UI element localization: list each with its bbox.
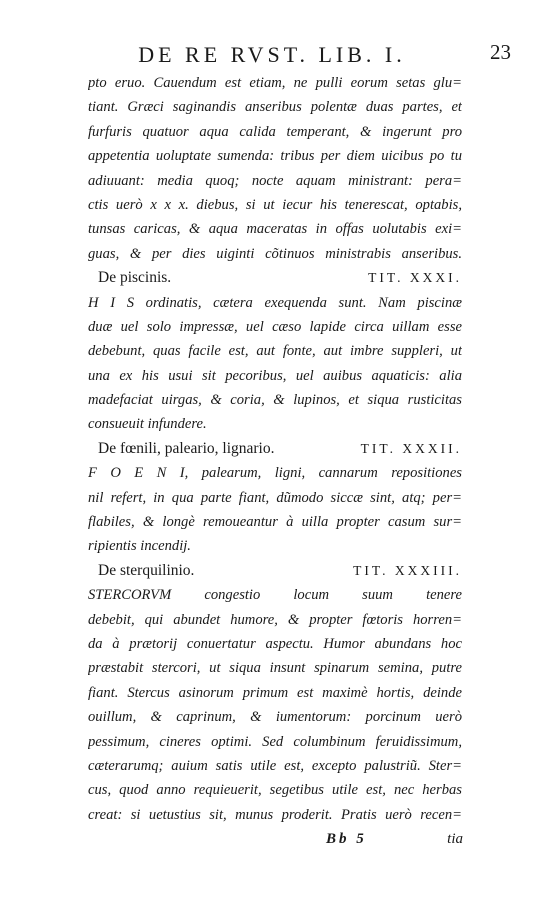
text-line: una ex his usui sit pecoribus, uel auibus aquaticis: alia bbox=[88, 367, 462, 384]
catchword: tia bbox=[447, 831, 463, 847]
text-line: fiant. Stercus asinorum primum est maximè hortis, deinde bbox=[88, 684, 462, 701]
text-line: pto eruo. Cauendum est etiam, ne pulli eorum setas glu= bbox=[88, 75, 462, 91]
text-line: cus, quod anno requieuerit, segetibus utile est, nec herbas bbox=[88, 782, 462, 799]
signature-mark: Bb 5 bbox=[326, 831, 367, 847]
page-number: 23 bbox=[490, 40, 511, 64]
text-line: appetentia uoluptate sumenda: tribus per diem uicibus po tu bbox=[88, 148, 462, 165]
text-line: adiuuant: media quoq; nocte aquam ministrant: pera= bbox=[88, 172, 462, 189]
text-line: debebunt, quas facile est, aut fonte, aut imbre suppleri, ut bbox=[88, 343, 462, 360]
text-line: flabiles, & longè remoueantur à uilla propter casum sur= bbox=[88, 514, 462, 531]
text-line: cæterarumq; auium satis utile est, excepto palustriũ. Ster= bbox=[88, 757, 462, 774]
section-number: TIT. XXXI. bbox=[368, 270, 462, 286]
text-line: ripientis incendij. bbox=[88, 538, 191, 555]
section-heading bbox=[88, 559, 462, 583]
text-line: da à prætorij conuertatur aspectu. Humor abundans hoc bbox=[88, 635, 462, 652]
text-line: duæ uel solo impressæ, uel cæso lapide circa uillam esse bbox=[88, 318, 462, 335]
text-line: tiant. Græci saginandis anseribus polentæ duas partes, et bbox=[88, 99, 462, 116]
text-line: pessimum, cineres optimi. Sed columbinum feruidissimum, bbox=[88, 733, 462, 750]
text-line: nil refert, in qua parte fiant, dũmodo siccæ sint, atq; per= bbox=[88, 489, 462, 506]
text-line: furfuris quatuor aqua calida temperant, & ingerunt pro bbox=[88, 123, 462, 140]
text-line: madefaciat uirgas, & coria, & lupinos, et siqua rusticitas bbox=[88, 392, 462, 409]
text-line: ctis uerò x x x. diebus, si ut iecur his tenerescat, optabis, bbox=[88, 196, 462, 213]
text-line: debebit, qui abundet humore, & propter fœtoris horren= bbox=[88, 611, 462, 628]
section-number: TIT. XXXII. bbox=[360, 440, 462, 456]
text-line: guas, & per dies uiginti cõtinuos ministrabis anseribus. bbox=[88, 245, 462, 262]
text-line: tunsas caricas, & aqua maceratas in offas uolutabis exi= bbox=[88, 221, 462, 238]
section-title: De fœnili, paleario, lignario. bbox=[98, 439, 275, 457]
body-text bbox=[88, 71, 462, 827]
text-line: præstabit stercori, ut siqua insunt spinarum semina, putre bbox=[88, 660, 462, 677]
text-line: F O E N I, palearum, ligni, cannarum repositiones bbox=[88, 465, 462, 482]
page-footer bbox=[326, 831, 463, 848]
section-heading bbox=[88, 437, 462, 461]
running-head: DE RE RVST. LIB. I. bbox=[138, 42, 406, 67]
section-heading bbox=[88, 266, 462, 290]
section-number: TIT. XXXIII. bbox=[353, 562, 462, 578]
text-line: ouillum, & caprinum, & iumentorum: porcinum uerò bbox=[88, 709, 462, 726]
text-line: H I S ordinatis, cætera exequenda sunt. Nam piscinæ bbox=[88, 294, 462, 311]
text-line: creat: si uetustius sit, munus proderit. Pratis uerò recen= bbox=[88, 806, 462, 823]
section-title: De piscinis. bbox=[98, 269, 172, 287]
text-line: consueuit infundere. bbox=[88, 416, 207, 433]
text-line: STERCORVM congestio locum suum tenere bbox=[88, 587, 462, 604]
section-title: De sterquilinio. bbox=[98, 561, 195, 579]
